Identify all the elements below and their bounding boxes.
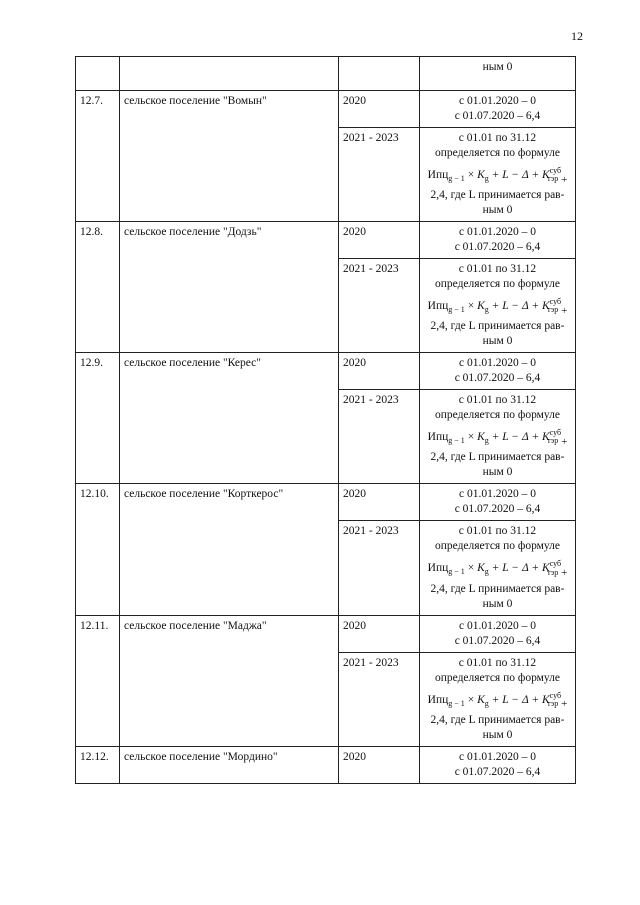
formula-part: + bbox=[561, 698, 568, 711]
period-value bbox=[420, 652, 576, 746]
value-line: с 01.01.2020 – 0 bbox=[459, 357, 536, 370]
formula bbox=[424, 688, 571, 711]
formula-part: K bbox=[477, 168, 485, 181]
settlement-name: сельское поселение "Керес" bbox=[120, 353, 339, 484]
row-number: 12.8. bbox=[76, 222, 120, 353]
formula-part: + bbox=[561, 436, 568, 449]
formula-part: тэр bbox=[547, 436, 559, 446]
formula-part: K bbox=[477, 693, 485, 706]
value-line: с 01.01.2020 – 0 bbox=[459, 95, 536, 107]
formula-part: K bbox=[477, 299, 485, 312]
period-value bbox=[420, 353, 576, 390]
formula-part: × bbox=[467, 693, 475, 706]
table-row bbox=[76, 484, 576, 521]
formula-part: + bbox=[561, 304, 568, 317]
period-value bbox=[420, 484, 576, 521]
formula-part: K bbox=[542, 431, 550, 444]
value-line: ным 0 bbox=[482, 466, 513, 479]
period-year: 2020 bbox=[339, 353, 420, 390]
formula bbox=[424, 294, 571, 317]
formula-part: + L − Δ + bbox=[491, 693, 540, 706]
formula-part: × bbox=[467, 431, 475, 444]
value-line: с 01.07.2020 – 6,4 bbox=[454, 765, 541, 778]
formula-part: суб bbox=[549, 559, 562, 569]
period-year: 2020 bbox=[339, 484, 420, 521]
formula-part: × bbox=[467, 168, 475, 181]
value-line: определяется по формуле bbox=[434, 278, 561, 291]
formula-part: K bbox=[477, 431, 485, 444]
formula-part: g bbox=[484, 567, 489, 577]
formula bbox=[424, 556, 571, 579]
period-year: 2020 bbox=[339, 222, 420, 259]
formula-part: g bbox=[484, 305, 489, 315]
formula-part: суб bbox=[549, 166, 562, 175]
tariff-table bbox=[75, 56, 576, 784]
settlement-name: сельское поселение "Корткерос" bbox=[120, 484, 339, 615]
formula-part: суб bbox=[549, 690, 562, 700]
formula-part: тэр bbox=[547, 567, 559, 577]
value-line: 2,4, где L принимается рав- bbox=[430, 320, 565, 333]
value-line: с 01.07.2020 – 6,4 bbox=[454, 241, 541, 254]
table-row bbox=[76, 91, 576, 128]
value-line: 2,4, где L принимается рав- bbox=[430, 451, 565, 464]
value-line: 2,4, где L принимается рав- bbox=[430, 582, 565, 595]
formula-part: тэр bbox=[547, 698, 559, 708]
value-line: ным 0 bbox=[482, 204, 513, 217]
period-value bbox=[420, 746, 576, 783]
formula-part: Ипц bbox=[427, 299, 449, 312]
value-line: с 01.01.2020 – 0 bbox=[459, 750, 536, 763]
row-number: 12.9. bbox=[76, 353, 120, 484]
table-row bbox=[76, 222, 576, 259]
value-line: с 01.07.2020 – 6,4 bbox=[454, 110, 541, 122]
formula-part: g bbox=[484, 436, 489, 446]
value-line: с 01.01 по 31.12 bbox=[458, 132, 537, 144]
formula bbox=[424, 163, 571, 186]
value-line: с 01.07.2020 – 6,4 bbox=[454, 503, 541, 516]
settlement-name: сельское поселение "Вомын" bbox=[120, 91, 339, 222]
period-value bbox=[420, 222, 576, 259]
table-row bbox=[76, 353, 576, 390]
row-number: 12.11. bbox=[76, 615, 120, 746]
value-line: с 01.01 по 31.12 bbox=[458, 525, 537, 538]
formula-part: g bbox=[484, 698, 489, 708]
formula-part: Ипц bbox=[427, 562, 449, 575]
formula-part: g − 1 bbox=[448, 567, 465, 577]
value-line: с 01.01 по 31.12 bbox=[458, 394, 537, 407]
period-value bbox=[420, 390, 576, 484]
row-number: 12.12. bbox=[76, 746, 120, 783]
settlement-name: сельское поселение "Маджа" bbox=[120, 615, 339, 746]
formula-part: g − 1 bbox=[448, 698, 465, 708]
settlement-name: сельское поселение "Мордино" bbox=[120, 746, 339, 783]
value-line: с 01.01.2020 – 0 bbox=[459, 226, 536, 239]
period-value bbox=[420, 91, 576, 128]
formula-part: + L − Δ + bbox=[491, 168, 540, 181]
continuation-row bbox=[76, 57, 576, 91]
period-year: 2021 - 2023 bbox=[339, 128, 420, 222]
value-line: с 01.01 по 31.12 bbox=[458, 656, 537, 669]
period-value bbox=[420, 128, 576, 222]
period-year: 2020 bbox=[339, 91, 420, 128]
value-line: ным 0 bbox=[482, 728, 513, 741]
formula-part: g − 1 bbox=[448, 305, 465, 315]
formula-part: g − 1 bbox=[448, 174, 465, 184]
period-year: 2021 - 2023 bbox=[339, 652, 420, 746]
formula-part: × bbox=[467, 562, 475, 575]
value-line: с 01.01.2020 – 0 bbox=[459, 619, 536, 632]
page-number: 12 bbox=[571, 29, 583, 43]
value-line: определяется по формуле bbox=[434, 540, 561, 553]
formula-part: K bbox=[542, 693, 550, 706]
formula-part: + L − Δ + bbox=[491, 299, 540, 312]
value-line: ным 0 bbox=[482, 597, 513, 610]
value-line: 2,4, где L принимается рав- bbox=[430, 189, 565, 202]
value-line: определяется по формуле bbox=[434, 147, 561, 159]
formula-part: K bbox=[542, 299, 550, 312]
table-row bbox=[76, 746, 576, 783]
period-year: 2021 - 2023 bbox=[339, 390, 420, 484]
row-number: 12.10. bbox=[76, 484, 120, 615]
value-line: ным 0 bbox=[482, 335, 513, 348]
value-line: 2,4, где L принимается рав- bbox=[430, 713, 565, 726]
continuation-value: ным 0 bbox=[420, 57, 576, 91]
period-year: 2020 bbox=[339, 615, 420, 652]
formula-part: + L − Δ + bbox=[491, 562, 540, 575]
formula-part: + bbox=[561, 567, 568, 580]
formula-part: Ипц bbox=[427, 431, 449, 444]
value-line: с 01.01.2020 – 0 bbox=[459, 488, 536, 501]
formula-part: K bbox=[542, 168, 550, 181]
value-line: определяется по формуле bbox=[434, 671, 561, 684]
formula-part: суб bbox=[549, 297, 562, 307]
formula-part: Ипц bbox=[427, 693, 449, 706]
value-line: определяется по формуле bbox=[434, 409, 561, 422]
period-value bbox=[420, 259, 576, 353]
period-year: 2021 - 2023 bbox=[339, 259, 420, 353]
table-row bbox=[76, 615, 576, 652]
period-value bbox=[420, 521, 576, 615]
value-line: с 01.07.2020 – 6,4 bbox=[454, 634, 541, 647]
settlement-name: сельское поселение "Додзь" bbox=[120, 222, 339, 353]
formula-part: × bbox=[467, 299, 475, 312]
formula bbox=[424, 425, 571, 448]
formula-part: K bbox=[542, 562, 550, 575]
period-year: 2020 bbox=[339, 746, 420, 783]
formula-part: тэр bbox=[547, 174, 559, 184]
period-year: 2021 - 2023 bbox=[339, 521, 420, 615]
formula-part: K bbox=[477, 562, 485, 575]
formula-part: + L − Δ + bbox=[491, 431, 540, 444]
value-line: с 01.01 по 31.12 bbox=[458, 263, 537, 276]
formula-part: Ипц bbox=[427, 168, 449, 181]
formula-part: + bbox=[561, 173, 568, 186]
formula-part: тэр bbox=[547, 305, 559, 315]
row-number: 12.7. bbox=[76, 91, 120, 222]
formula-part: суб bbox=[549, 428, 562, 438]
formula-part: g bbox=[484, 174, 489, 184]
period-value bbox=[420, 615, 576, 652]
formula-part: g − 1 bbox=[448, 436, 465, 446]
value-line: с 01.07.2020 – 6,4 bbox=[454, 372, 541, 385]
